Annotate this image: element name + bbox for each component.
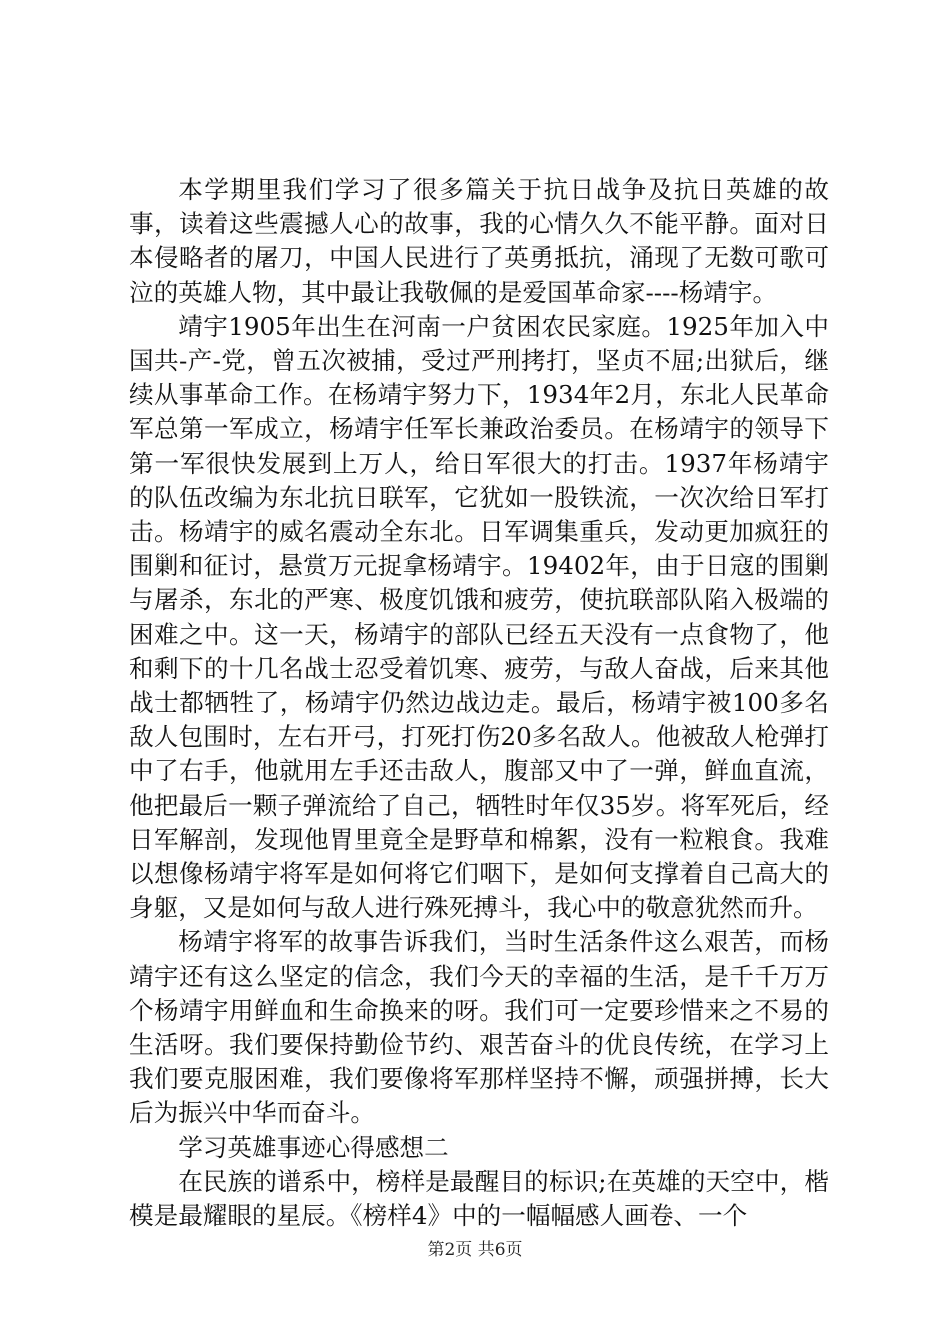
paragraph-reflection: 杨靖宇将军的故事告诉我们，当时生活条件这么艰苦，而杨靖宇还有这么坚定的信念，我们今天的幸福的生活，是千千万万个杨靖宇用鲜血和生命换来的呀。我们可一定要珍惜来之不易的生活呀。我们要保持勤俭节约、艰苦奋斗的优良传统，在学习上我们要克服困难，我们要像将军那样坚持不懈，顽强拼搏，长大后为振兴中华而奋斗。 [129,927,829,1128]
paragraph-intro: 本学期里我们学习了很多篇关于抗日战争及抗日英雄的故事，读着这些震撼人心的故事，我的心情久久不能平静。面对日本侵略者的屠刀，中国人民进行了英勇抵抗，涌现了无数可歌可泣的英雄人物，其中最让我敬佩的是爱国革命家----杨靖宇。 [129,175,829,307]
page-number-footer: 第2页 共6页 [427,1240,523,1260]
document-body [129,173,829,1233]
paragraph-role-models: 在民族的谱系中，榜样是最醒目的标识;在英雄的天空中，楷模是最耀眼的星辰。《榜样4》中的一幅幅感人画卷、一个 [129,1166,829,1231]
section-heading: 学习英雄事迹心得感想二 [178,1132,449,1162]
paragraph-yang-jingyu-story: 靖宇1905年出生在河南一户贫困农民家庭。1925年加入中国共-产-党，曾五次被捕，受过严刑拷打，坚贞不屈;出狱后，继续从事革命工作。在杨靖宇努力下，1934年2月，东北人民革命军总第一军成立，杨靖宇任军长兼政治委员。在杨靖宇的领导下第一军很快发展到上万人，给日军很大的打击。1937年杨靖宇的队伍改编为东北抗日联军，它犹如一股铁流，一次次给日军打击。杨靖宇的威名震动全东北。日军调集重兵，发动更加疯狂的围剿和征讨，悬赏万元捉拿杨靖宇。19402年，由于日寇的围剿与屠杀，东北的严寒、极度饥饿和疲劳，使抗联部队陷入极端的困难之中。这一天，杨靖宇的部队已经五天没有一点食物了，他和剩下的十几名战士忍受着饥寒、疲劳，与敌人奋战，后来其他战士都牺牲了，杨靖宇仍然边战边走。最后，杨靖宇被100多名敌人包围时，左右开弓，打死打伤20多名敌人。他被敌人枪弹打中了右手，他就用左手还击敌人，腹部又中了一弹，鲜血直流，他把最后一颗子弹流给了自己，牺牲时年仅35岁。将军死后，经日军解剖，发现他胃里竟全是野草和棉絮，没有一粒粮食。我难以想像杨靖宇将军是如何将它们咽下，是如何支撑着自己高大的身躯，又是如何与敌人进行殊死搏斗，我心中的敬意犹然而升。 [129,311,829,923]
